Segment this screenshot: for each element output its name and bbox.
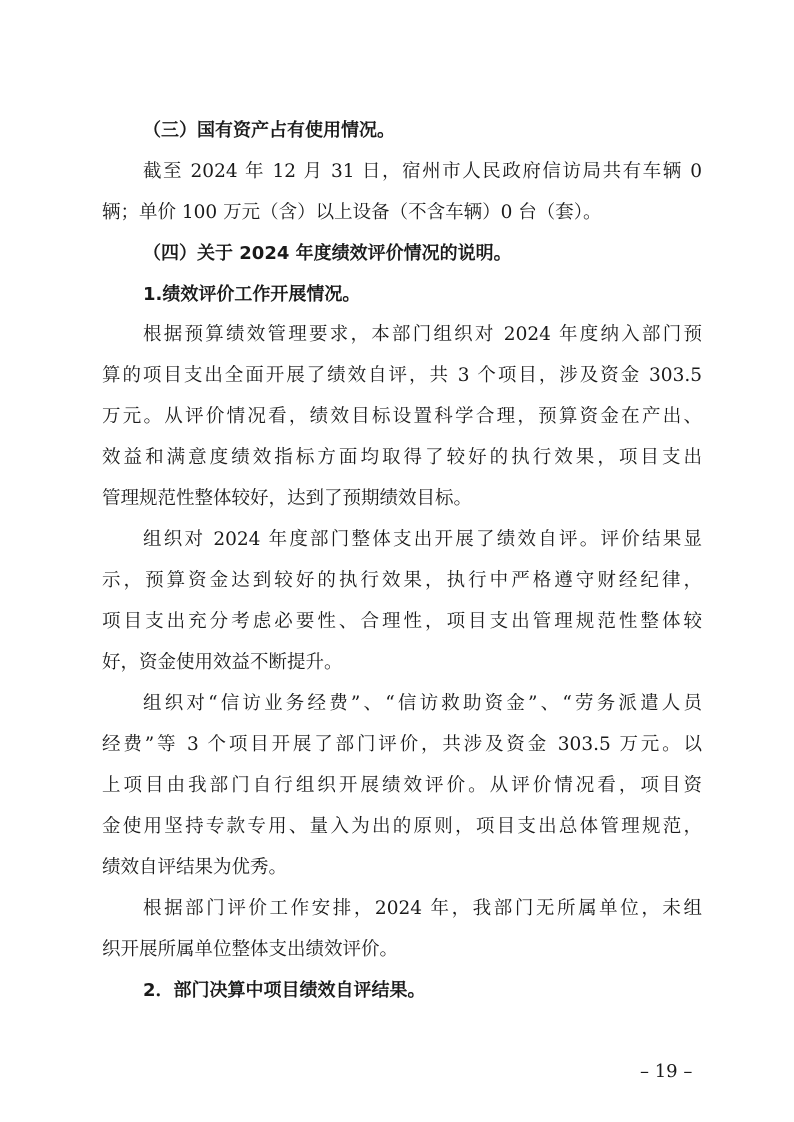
- paragraph-line: 绩效自评结果为优秀。: [102, 857, 288, 878]
- subsection-heading-1: 1.绩效评价工作开展情况。: [143, 284, 361, 305]
- paragraph-line: 辆；单价 100 万元（含）以上设备（不含车辆）0 台（套）。: [102, 202, 602, 223]
- paragraph-line: 经费”等 3 个项目开展了部门评价，共涉及资金 303.5 万元。以: [102, 734, 702, 755]
- paragraph-line: 算的项目支出全面开展了绩效自评，共 3 个项目，涉及资金 303.5: [102, 365, 702, 386]
- section-heading-3: （三）国有资产占有使用情况。: [143, 120, 395, 141]
- subsection-heading-2: 2．部门决算中项目绩效自评结果。: [143, 980, 426, 1001]
- paragraph-line: 金使用坚持专款专用、量入为出的原则，项目支出总体管理规范，: [102, 816, 702, 837]
- page-number: – 19 –: [640, 1061, 693, 1082]
- paragraph-line: 组织对 2024 年度部门整体支出开展了绩效自评。评价结果显: [143, 529, 702, 550]
- paragraph-line: 示，预算资金达到较好的执行效果，执行中严格遵守财经纪律，: [102, 570, 702, 591]
- paragraph-line: 截至 2024 年 12 月 31 日，宿州市人民政府信访局共有车辆 0: [143, 161, 702, 182]
- paragraph-line: 效益和满意度绩效指标方面均取得了较好的执行效果，项目支出: [102, 447, 702, 468]
- paragraph-line: 组织对“信访业务经费”、“信访救助资金”、“劳务派遣人员: [143, 693, 702, 714]
- paragraph-line: 管理规范性整体较好，达到了预期绩效目标。: [102, 488, 473, 509]
- paragraph-line: 万元。从评价情况看，绩效目标设置科学合理，预算资金在产出、: [102, 406, 702, 427]
- paragraph-line: 好，资金使用效益不断提升。: [102, 652, 343, 673]
- section-heading-4: （四）关于 2024 年度绩效评价情况的说明。: [143, 243, 512, 264]
- paragraph-line: 上项目由我部门自行组织开展绩效评价。从评价情况看，项目资: [102, 775, 702, 796]
- paragraph-line: 根据预算绩效管理要求，本部门组织对 2024 年度纳入部门预: [143, 324, 702, 345]
- paragraph-line: 项目支出充分考虑必要性、合理性，项目支出管理规范性整体较: [102, 611, 702, 632]
- paragraph-line: 织开展所属单位整体支出绩效评价。: [102, 939, 399, 960]
- paragraph-line: 根据部门评价工作安排，2024 年，我部门无所属单位，未组: [143, 898, 702, 919]
